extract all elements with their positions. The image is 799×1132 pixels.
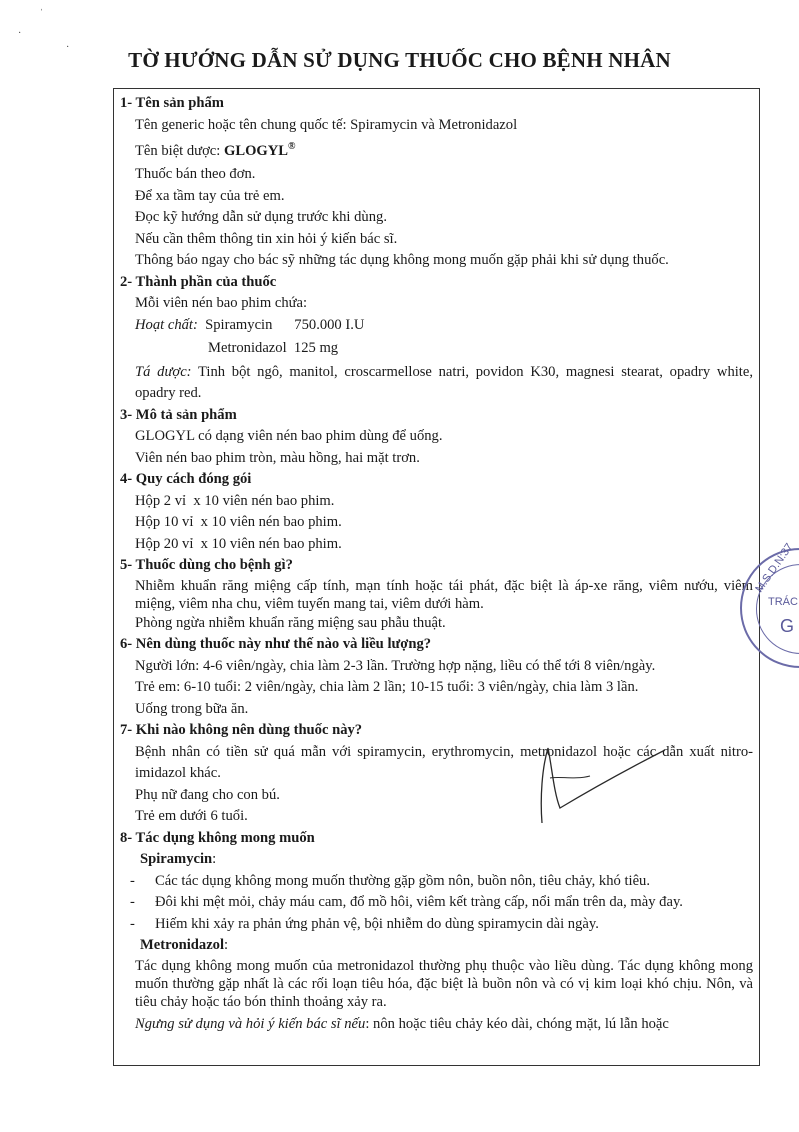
excipients-paragraph: [120, 362, 753, 405]
with-meal-line: Uống trong bữa ăn.: [135, 700, 249, 717]
contraindication-paragraph: Bệnh nhân có tiền sử quá mẫn với spiramycin, erythromycin, metronidazol hoặc các dẫn xuất nitro-imidazol khác.: [135, 743, 753, 782]
document-frame: [113, 88, 760, 1066]
children-warning-line: Để xa tầm tay của trẻ em.: [135, 187, 285, 204]
spiramycin-subheading: [120, 849, 753, 871]
metronidazol-colon: :: [224, 937, 229, 954]
bullet-dash: -: [130, 915, 135, 932]
stamp-side-text: TRÁC: [768, 596, 798, 608]
section-6-heading: 6- Nên dùng thuốc này như thế nào và liều lượng?: [120, 636, 432, 653]
spiramycin-label: Spiramycin: [140, 851, 213, 868]
stamp-letter: G: [780, 616, 795, 636]
stop-use-label: Ngưng sử dụng và hỏi ý kiến bác sĩ nếu: [135, 1015, 366, 1032]
signature-mark: [530, 738, 670, 828]
bullet-text: Đôi khi mệt mỏi, chảy máu cam, đổ mồ hôi, viêm kết tràng cấp, nổi mẩn trên da, mày đay.: [155, 894, 683, 911]
child-dose-line: Trẻ em: 6-10 tuổi: 2 viên/ngày, chia làm 2 lần; 10-15 tuổi: 3 viên/ngày, chia làm 3 lần.: [135, 679, 639, 696]
metronidazol-paragraph: Tác dụng không mong muốn của metronidazol thường phụ thuộc vào liều dùng. Tác dụng không mong muốn thường gặp nhất là các rối loạn tiêu hóa, đặc biệt là buồn nôn và có vị kim loại khó chịu. Nôn, và tiêu chảy hoặc táo bón thỉnh thoảng xảy ra.: [135, 957, 753, 1010]
indications-paragraph: Nhiễm khuẩn răng miệng cấp tính, mạn tính hoặc tái phát, đặc biệt là áp-xe răng, viêm nướu, viêm miệng, viêm nha chu, viêm tuyến mang tai, viêm dưới hàm.: [135, 577, 753, 612]
active-label: Hoạt chất:: [135, 316, 198, 333]
section-8-heading: 8- Tác dụng không mong muốn: [120, 829, 315, 846]
spiramycin-colon: :: [212, 851, 217, 868]
scan-speck: ˈ: [40, 8, 44, 19]
active-ingredient-1: [120, 315, 753, 337]
generic-name-line: Tên generic hoặc tên chung quốc tế: Spiramycin và Metronidazol: [135, 116, 518, 133]
excipients-text: Tinh bột ngô, manitol, croscarmellose natri, povidon K30, magnesi stearat, opadry white, opadry red.: [135, 363, 753, 402]
adult-dose-line: Người lớn: 4-6 viên/ngày, chia làm 2-3 lần. Trường hợp nặng, liều có thể tới 8 viên/ngày.: [135, 657, 656, 674]
bullet-dash: -: [130, 872, 135, 889]
brand-label: Tên biệt dược:: [135, 142, 224, 159]
packaging-line-3: Hộp 20 vỉ x 10 viên nén bao phim.: [135, 535, 342, 552]
stop-use-text: : nôn hoặc tiêu chảy kéo dài, chóng mặt, lú lẫn hoặc: [365, 1015, 669, 1032]
section-7-heading: 7- Khi nào không nên dùng thuốc này?: [120, 722, 363, 739]
brand-name-line: [120, 136, 753, 162]
bullet-dash: -: [130, 894, 135, 911]
spiramycin-effect-2: [120, 892, 753, 914]
ask-doctor-line: Nếu cần thêm thông tin xin hỏi ý kiến bác sĩ.: [135, 230, 398, 247]
stop-use-line: [120, 1014, 753, 1036]
description-line-2: Viên nén bao phim tròn, màu hồng, hai mặt trơn.: [135, 449, 420, 466]
children-under-6-line: Trẻ em dưới 6 tuổi.: [135, 808, 248, 825]
metronidazol-subheading: [120, 935, 753, 957]
brand-name: GLOGYL: [223, 142, 289, 159]
section-3-heading: 3- Mô tả sản phẩm: [120, 406, 237, 423]
description-line-1: GLOGYL có dạng viên nén bao phim dùng để uống.: [135, 428, 443, 445]
breastfeeding-line: Phụ nữ đang cho con bú.: [135, 786, 280, 803]
packaging-line-2: Hộp 10 vỉ x 10 viên nén bao phim.: [135, 514, 342, 531]
active-ingredient-2: Metronidazol 125 mg: [208, 340, 339, 357]
registered-mark: ®: [288, 141, 296, 152]
report-effects-line: Thông báo ngay cho bác sỹ những tác dụng không mong muốn gặp phải khi sử dụng thuốc.: [135, 252, 669, 269]
bullet-text: Hiếm khi xảy ra phản ứng phản vệ, bội nhiễm do dùng spiramycin dài ngày.: [155, 915, 599, 932]
prescription-line: Thuốc bán theo đơn.: [135, 166, 256, 183]
scan-speck: ·: [66, 42, 70, 53]
section-1-heading: 1- Tên sản phẩm: [120, 95, 224, 111]
read-instructions-line: Đọc kỹ hướng dẫn sử dụng trước khi dùng.: [135, 209, 387, 226]
packaging-line-1: Hộp 2 vỉ x 10 viên nén bao phim.: [135, 492, 335, 509]
section-4-heading: 4- Quy cách đóng gói: [120, 471, 252, 488]
excipients-label: Tá dược:: [135, 363, 192, 380]
scan-speck: ·: [18, 28, 22, 39]
spiramycin-effect-3: [120, 914, 753, 936]
stamp-number: M.S.D.N:37: [753, 541, 796, 595]
composition-intro: Mỗi viên nén bao phim chứa:: [135, 295, 308, 312]
section-5-heading: 5- Thuốc dùng cho bệnh gì?: [120, 557, 293, 574]
spiramycin-effect-1: [120, 871, 753, 893]
metronidazol-label: Metronidazol: [140, 937, 225, 954]
section-2-heading: 2- Thành phần của thuốc: [120, 273, 277, 290]
spiramycin-dose: Spiramycin 750.000 I.U: [205, 316, 365, 333]
document-title: TỜ HƯỚNG DẪN SỬ DỤNG THUỐC CHO BỆNH NHÂN: [128, 48, 671, 72]
bullet-text: Các tác dụng không mong muốn thường gặp gồm nôn, buồn nôn, tiêu chảy, khó tiêu.: [155, 872, 650, 889]
document-content: [120, 93, 753, 1035]
prevention-line: Phòng ngừa nhiễm khuẩn răng miệng sau phẫu thuật.: [135, 614, 446, 631]
